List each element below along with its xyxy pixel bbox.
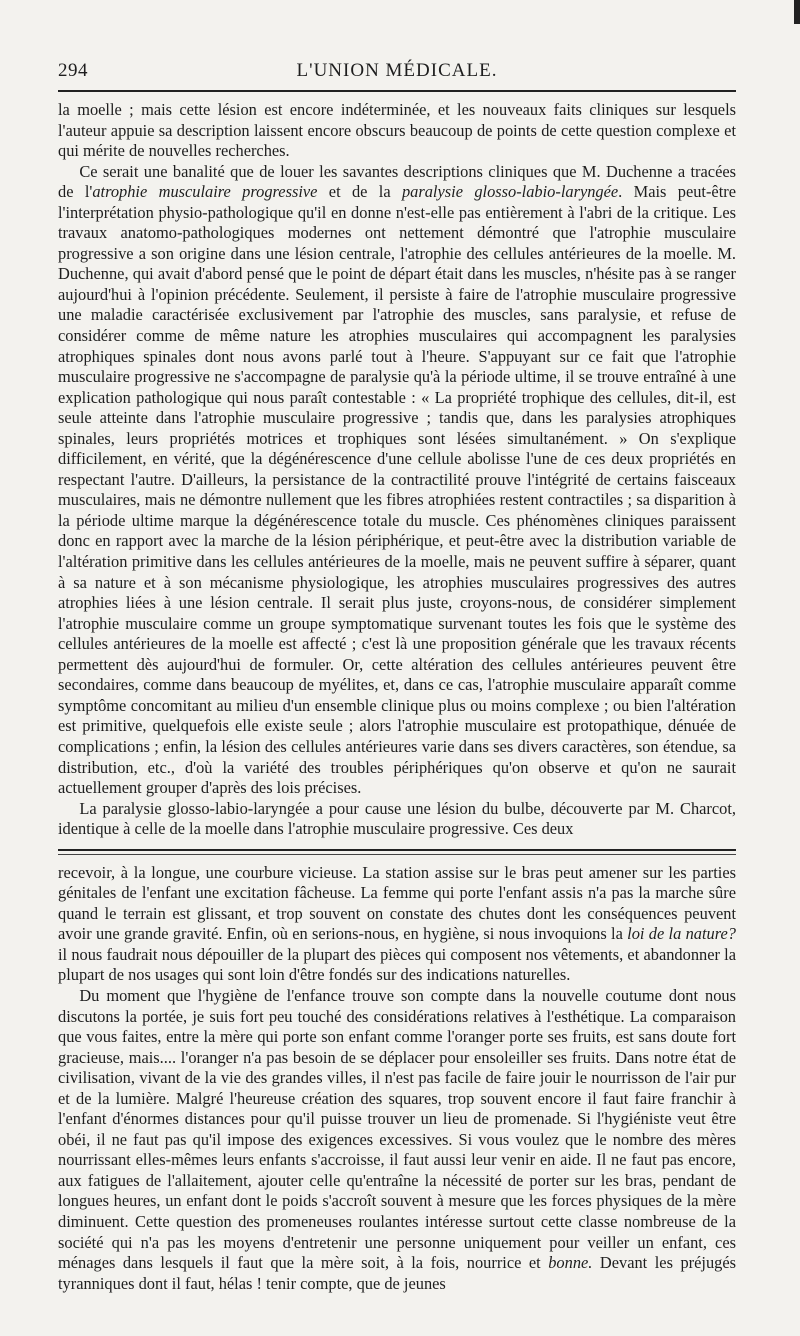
text-run: Devant les préjugés tyranniques dont il faut, hélas ! tenir compte, que de jeunes [58, 1253, 736, 1293]
text-run: Ce serait une banalité que de louer les savantes descriptions cliniques que M. Duchenne a tracées de l' [58, 161, 736, 202]
text-run: recevoir, à la longue, une courbure vicieuse. La station assise sur le bras peut amener sur les parties génitales de l'enfant une excitation fâcheuse. La femme qui porte l'enfant assis n'a pas la marche sûre quand le terrain est glissant, et trop souvent on constate des chutes dont les conséquences peuvent avoir une grande gravité. Enfin, où en serions-nous, en hygiène, si nous invoquions la [58, 862, 736, 944]
italic-text: atrophie musculaire progressive [92, 182, 318, 202]
text-run: et de la [317, 182, 402, 202]
italic-text: paralysie glosso-labio-laryngée [401, 182, 619, 202]
upper-article-column [58, 100, 736, 840]
paragraph [58, 162, 736, 799]
page-header [58, 56, 736, 86]
paragraph [58, 100, 736, 162]
text-run: la moelle ; mais cette lésion est encore indéterminée, et les nouveaux faits cliniques sur lesquels l'auteur appuie sa description laissent encore obscurs beaucoup de points de cette question complexe et qui mérite de nouvelles recherches. [58, 100, 736, 161]
journal-title: L'UNION MÉDICALE. [296, 60, 498, 81]
text-run: Du moment que l'hygiène de l'enfance trouve son compte dans la nouvelle coutume dont nous discutons la portée, je suis fort peu touché des considérations relatives à l'esthétique. La comparaison que vous faites, entre la mère qui porte son enfant comme l'oranger porte ses fruits, est sans doute fort gracieuse, mais.... l'oranger n'a pas besoin de se déplacer pour ensoleiller ses fruits. Dans notre état de civilisation, vivant de la vie des grandes villes, il n'est pas facile de faire jouir le nourrisson de l'air pur et de la lumière. Malgré l'heureuse création des squares, trop souvent encore il faut faire franchir à l'enfant d'énormes distances pour qu'il puisse trouver un lieu de promenade. Si l'hygiéniste veut être obéi, il ne faut pas qu'il impose des exigences excessives. Si vous voulez que le nombre des mères nourrissant elles-mêmes leurs enfants s'accroisse, il faut aussi leur venir en aide. Il ne faut pas encore, aux fatigues de l'allaitement, ajouter celle qu'entraîne la nécessité de porter sur les bras, pendant de longues heures, un enfant dont le poids s'accroît souvent à mesure que les forces physiques de la mère diminuent. Cette question des promeneuses roulantes intéresse surtout cette classe nombreuse de la société qui n'a pas les moyens d'entretenir une personne uniquement pour veiller un enfant, ces ménages dans lesquels il faut que la mère soit, à la fois, nourrice et [58, 985, 736, 1273]
header-rule [58, 90, 736, 92]
paragraph [58, 986, 736, 1294]
italic-text: loi de la nature? [627, 924, 736, 944]
page-edge-mark [794, 0, 800, 24]
journal-page [58, 56, 736, 1294]
text-run: . Mais peut-être l'interprétation physio-pathologique qu'il en donne n'est-elle pas entièrement à l'abri de la critique. Les travaux anatomo-pathologiques modernes ont nettement démontré que l'atrophie musculaire progressive a son origine dans une lésion centrale, l'atrophie des cellules antérieures de la moelle. M. Duchenne, qui avait d'abord pensé que le point de départ était dans les muscles, n'hésite pas à se ranger aujourd'hui à l'opinion précédente. Seulement, il persiste à faire de l'atrophie musculaire progressive une maladie caractérisée exclusivement par l'atrophie des muscles, sans paralysie, et refuse de considérer comme de même nature les atrophies musculaires qui accompagnent les paralysies atrophiques spinales dont nous avons parlé tout à l'heure. S'appuyant sur ce fait que l'atrophie musculaire progressive ne s'accompagne de paralysie qu'à la période ultime, il se trouve entraîné à une explication pathologique qui nous paraît contestable : « La propriété trophique des cellules, dit-il, est seule atteinte dans l'atrophie musculaire progressive ; tandis que, dans les paralysies atrophiques spinales, leurs propriétés motrices et trophiques sont lésées simultanément. » On s'explique difficilement, en vérité, que la dégénérescence d'une cellule abolisse l'une de ces deux propriétés en respectant l'autre. D'ailleurs, la persistance de la contractilité prouve l'intégrité de certains faisceaux musculaires, mais ne démontre nullement que les fibres atrophiées restent contractiles ; sa disparition à la période ultime marque la dégénérescence totale du muscle. Ces phénomènes cliniques paraissent donc en rapport avec la marche de la lésion périphérique, et peut-être avec la distribution variable de l'altération primitive dans les cellules antérieures de la moelle, mais ne peuvent suffire à séparer, quant à sa nature et à son mécanisme physiologique, les atrophies musculaires progressives des autres atrophies liées à une lésion centrale. Il serait plus juste, croyons-nous, de considérer simplement l'atrophie musculaire comme un groupe symptomatique survenant toutes les fois que le système des cellules antérieures de la moelle est affecté ; c'est là une proposition générale que les travaux récents permettent dès aujourd'hui de formuler. Or, cette altération des cellules antérieures peuvent être secondaires, comme dans beaucoup de myélites, et, dans ce cas, l'atrophie musculaire apparaît comme symptôme concomitant au milieu d'un ensemble clinique plus ou moins complexe ; ou bien l'altération est primitive, quelquefois elle existe seule ; alors l'atrophie musculaire est protopathique, dénuée de complications ; enfin, la lésion des cellules antérieures varie dans ses divers caractères, son étendue, sa distribution, etc., d'où la variété des troubles périphériques qu'on observe et qu'on ne saurait actuellement grouper d'après des lois précises. [58, 182, 736, 798]
text-run: La paralysie glosso-labio-laryngée a pour cause une lésion du bulbe, découverte par M. Charcot, identique à celle de la moelle dans l'atrophie musculaire progressive. Ces deux [58, 798, 736, 839]
page-number: 294 [58, 60, 88, 81]
section-divider [58, 849, 736, 855]
text-run: il nous faudrait nous dépouiller de la plupart des pièces qui composent nos vêtements, et abandonner la plupart de nos usages qui sont loin d'être fondés sur des indications naturelles. [58, 944, 736, 985]
lower-article-column [58, 863, 736, 1294]
paragraph [58, 799, 736, 840]
italic-text: bonne. [548, 1253, 593, 1273]
paragraph [58, 863, 736, 986]
